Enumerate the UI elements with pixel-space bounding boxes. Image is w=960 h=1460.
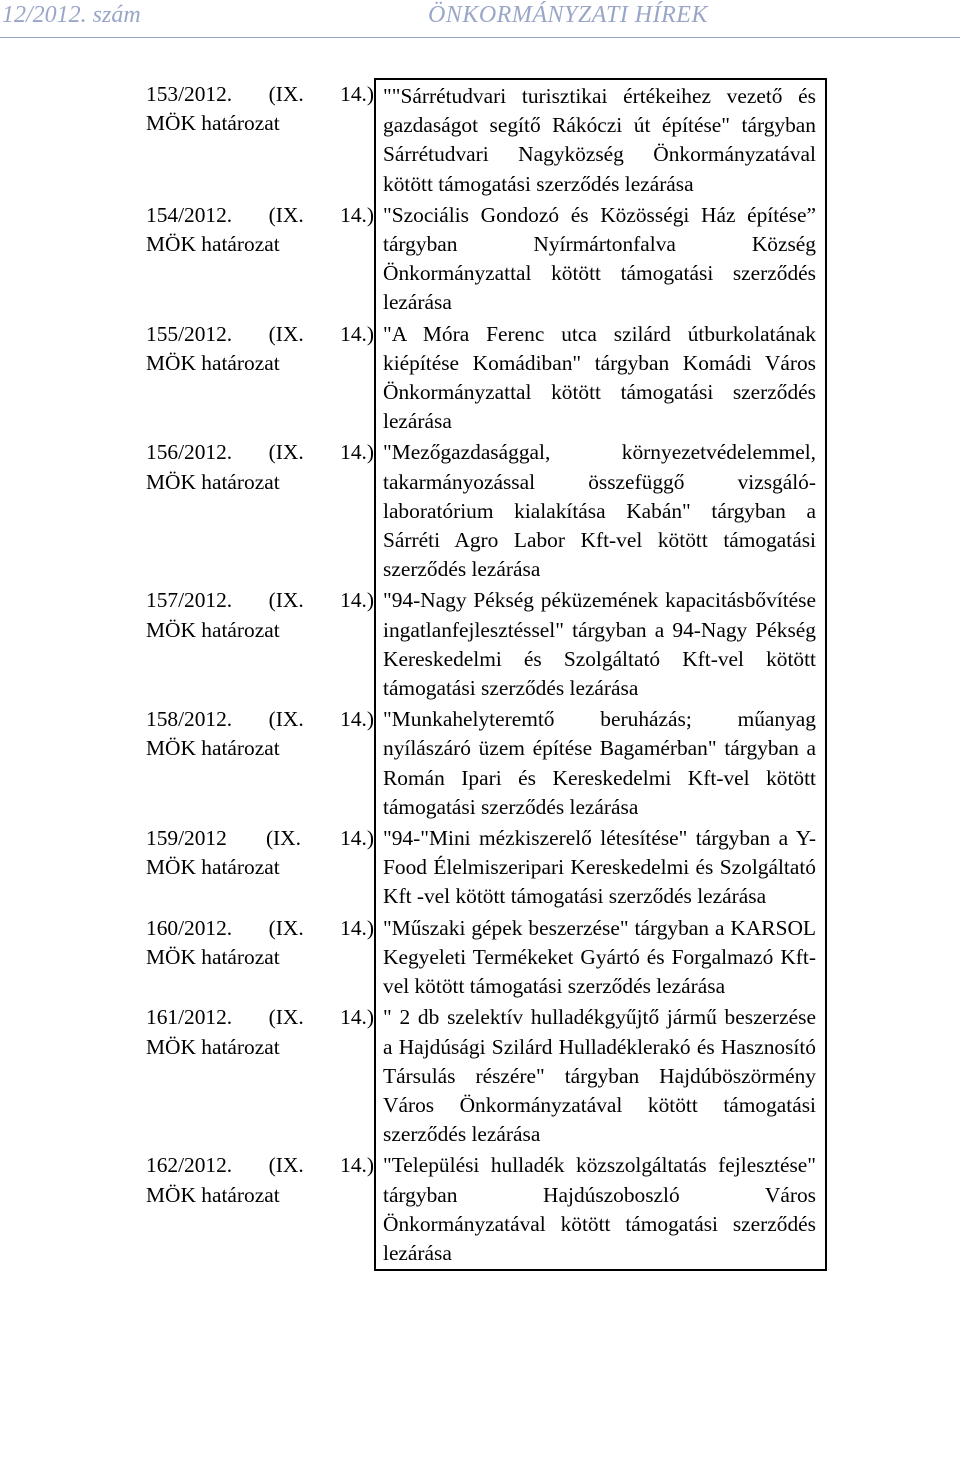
table-row [146, 703, 826, 822]
table-row [146, 822, 826, 912]
resolutions-table [146, 78, 826, 1271]
resolution-id-cell [146, 199, 374, 318]
page-header [0, 0, 960, 34]
resolution-number: 153/2012. (IX. 14.) [146, 82, 374, 106]
resolution-text: "Települési hulladék közszolgáltatás fejlesztése" tárgyban Hajdúszoboszló Város Önkormányzatával kötött támogatási szerződés lezárása [374, 1149, 827, 1271]
resolution-text: "94-Nagy Pékség péküzemének kapacitásbővítése ingatlanfejlesztéssel" tárgyban a 94-Nagy Pékség Kereskedelmi és Szolgáltató Kft-vel kötött támogatási szerződés lezárása [374, 584, 827, 703]
resolution-id-cell [146, 703, 374, 822]
header-rule [0, 37, 960, 38]
table-row [146, 318, 826, 437]
resolution-number: 154/2012. (IX. 14.) [146, 202, 374, 227]
resolution-text: "Műszaki gépek beszerzése" tárgyban a KARSOL Kegyeleti Termékeket Gyártó és Forgalmazó Kft-vel kötött támogatási szerződés lezárása [374, 912, 827, 1002]
resolution-text: "Szociális Gondozó és Közösségi Ház építése” tárgyban Nyírmártonfalva Község Önkormányzattal kötött támogatási szerződés lezárása [374, 199, 827, 318]
resolution-type: MÖK határozat [146, 617, 280, 642]
resolution-text: ""Sárrétudvari turisztikai értékeihez vezető és gazdaságot segítő Rákóczi út építése" tárgyban Sárrétudvari Nagyközség Önkormányzatával kötött támogatási szerződés lezárása [374, 78, 827, 199]
resolution-type: MÖK határozat [146, 469, 280, 494]
resolution-id-cell [146, 318, 374, 437]
resolution-number: 158/2012. (IX. 14.) [146, 707, 374, 732]
resolution-number: 160/2012. (IX. 14.) [146, 915, 374, 940]
resolution-type: MÖK határozat [146, 736, 280, 761]
resolution-id-cell [146, 584, 374, 703]
resolution-id-cell [146, 1001, 374, 1149]
resolution-text: "94-"Mini mézkiszerelő létesítése" tárgyban a Y-Food Élelmiszeripari Kereskedelmi és Szolgáltató Kft -vel kötött támogatási szerződés lezárása [374, 822, 827, 912]
resolution-number: 157/2012. (IX. 14.) [146, 588, 374, 613]
issue-number: 12/2012. szám [2, 2, 141, 28]
resolution-type: MÖK határozat [146, 111, 280, 136]
resolution-type: MÖK határozat [146, 1182, 280, 1207]
table-row [146, 78, 826, 199]
resolution-id-cell [146, 912, 374, 1002]
resolution-number: 162/2012. (IX. 14.) [146, 1153, 374, 1178]
resolution-text: "Mezőgazdasággal, környezetvédelemmel, takarmányozással összefüggő vizsgáló-laboratórium kialakítása Kabán" tárgyban a Sárréti Agro Labor Kft-vel kötött támogatási szerződés lezárása [374, 436, 827, 584]
resolution-type: MÖK határozat [146, 855, 280, 880]
resolution-type: MÖK határozat [146, 1034, 280, 1059]
resolution-number: 156/2012. (IX. 14.) [146, 440, 374, 465]
resolution-number: 155/2012. (IX. 14.) [146, 321, 374, 346]
resolution-id-cell [146, 1149, 374, 1271]
table-row [146, 1149, 826, 1271]
resolution-id-cell [146, 436, 374, 584]
resolution-text: " 2 db szelektív hulladékgyűjtő jármű beszerzése a Hajdúsági Szilárd Hulladéklerakó és Hasznosító Társulás részére" tárgyban Hajdúböszörmény Város Önkormányzatával kötött támogatási szerződés lezárása [374, 1001, 827, 1149]
resolution-text: "Munkahelyteremtő beruházás; műanyag nyílászáró üzem építése Bagamérban" tárgyban a Román Ipari és Kereskedelmi Kft-vel kötött támogatási szerződés lezárása [374, 703, 827, 822]
table-row [146, 436, 826, 584]
resolution-number: 159/2012 (IX. 14.) [146, 826, 374, 851]
resolution-id-cell [146, 78, 374, 199]
table-row [146, 912, 826, 1002]
resolution-type: MÖK határozat [146, 944, 280, 969]
table-row [146, 199, 826, 318]
resolution-id-cell [146, 822, 374, 912]
resolution-type: MÖK határozat [146, 232, 280, 257]
publication-title: ÖNKORMÁNYZATI HÍREK [428, 2, 708, 28]
table-row [146, 584, 826, 703]
resolution-text: "A Móra Ferenc utca szilárd útburkolatának kiépítése Komádiban" tárgyban Komádi Város Önkormányzattal kötött támogatási szerződés lezárása [374, 318, 827, 437]
resolution-type: MÖK határozat [146, 350, 280, 375]
table-row [146, 1001, 826, 1149]
resolution-number: 161/2012. (IX. 14.) [146, 1005, 374, 1030]
